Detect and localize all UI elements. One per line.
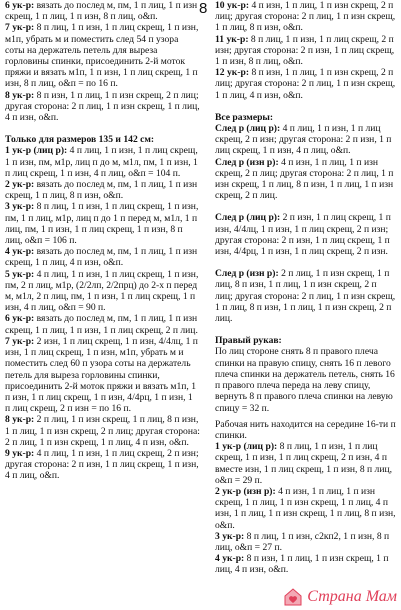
row-label: 4 ук-р: [5, 246, 35, 258]
row-text: 8 п изн, 1 п лиц, 1 п изн скрещ, 2 п лиц; другая сторона: 2 п лиц, 1 п изн скрещ, 1 п лиц, 4 п изн, о&п. [5, 89, 200, 124]
row-text: 4 п изн, 1 п лиц, 1 п изн скрещ, 2 п лиц; другая сторона: 2 п лиц, 1 п изн скрещ, 1 п лиц, 8 п изн, о&п. [215, 0, 396, 34]
row-label: Все размеры: [215, 111, 274, 123]
row-label: След р (изн р): [215, 156, 279, 168]
row-text: 2 п лиц, 1 п изн скрещ, 1 п лиц, 8 п изн, 1 п лиц, 1 п изн скрещ, 2 п лиц; другая сторона: 2 п лиц, 1 п изн скрещ, 1 п лиц, 8 п изн, 1 п лиц, 1 п изн скрещ, 2 п лиц. [215, 268, 396, 325]
row-text: 8 п изн, 1 п лиц, 1 п изн скрещ, 2 п лиц; другая сторона: 2 п лиц, 1 п изн скрещ, 1 п лиц, 4 п изн, о&п. [215, 67, 396, 101]
left-column [5, 0, 200, 482]
row-label: 1 ук-р (лиц р): [215, 441, 278, 453]
instruction-paragraph [5, 0, 200, 22]
row-label: 10 ук-р: [215, 0, 250, 11]
instruction-paragraph [215, 268, 396, 324]
row-label: 9 ук-р: [5, 447, 35, 459]
row-label: 6 ук-р: [5, 0, 35, 11]
row-text: 8 п лиц, 1 п изн, 1 п лиц скрещ, 1 п изн, 1 п лиц скрещ, 2 п изн, 4 п вместе изн, 1 п лиц скрещ, 1 п изн, 8 п лиц, о&п = 29 п. [215, 441, 393, 486]
section-heading [5, 134, 200, 145]
row-text: 8 п лиц, 1 п изн, 1 п лиц скрещ, 2 п изн; другая сторона: 2 п изн, 1 п лиц скрещ, 1 п изн, 8 п лиц, о&п. [215, 33, 395, 68]
paragraph-spacer [5, 123, 200, 134]
row-text: По лиц стороне снять 8 п правого плеча спинки на правую спицу, снять 16 п левого плеча спинки на держатель петель, снять 16 п правого плеча переда на леву спицу, вернуть 8 п правого плеча спинки на левую спицу = 32 п. [215, 346, 395, 414]
instruction-paragraph [5, 414, 200, 448]
row-text: вязать до послед м, пм, 1 п лиц, 1 п изн скрещ, 1 п лиц, 4 п изн, о&п. [5, 246, 198, 269]
instruction-paragraph [5, 201, 200, 246]
row-text: 4 п изн, 1 п лиц, 1 п изн скрещ, 1 п лиц, 1 п изн скрещ, 1 п лиц, 4 п изн, 1 п лиц, 1 п изн скрещ, 1 п лиц, 8 п изн, о&п. [215, 485, 396, 531]
row-label: 11 ук-р: [215, 33, 249, 45]
watermark-text: Страна Мам [307, 588, 397, 605]
instruction-paragraph [215, 441, 396, 486]
instruction-paragraph [5, 145, 200, 179]
row-label: След р (лиц р): [215, 123, 281, 135]
row-label: След р (изн р): [215, 268, 279, 280]
instruction-paragraph [215, 553, 396, 575]
row-text: Рабочая нить находится на середине 16-ти п спинки. [215, 418, 396, 441]
row-text: 8 п лиц, 1 п изн, 1 п лиц скрещ, 1 п изн, пм, 1 п лиц, м1р, лиц п до 1 п перед м, м1л, 1 п лиц, пм, 1 п изн, 1 п лиц скрещ, 1 п изн, 8 п лиц, о&п = 106 п. [5, 201, 199, 247]
row-text: 2 п изн, 1 п лиц скрещ, 1 п изн, 4/4лц, 1 п изн, 1 п лиц скрещ, 2 п изн; другая сторона: 2 п изн, 1 п лиц скрещ, 1 п изн, 4/4рц, 1 п изн, 1 п лиц скрещ, 2 п изн. [215, 212, 391, 258]
instruction-paragraph [215, 486, 396, 531]
instruction-paragraph [5, 246, 200, 268]
row-text: 2 п лиц, 1 п изн скрещ, 1 п лиц, 8 п изн, 1 п лиц, 1 п изн скрещ, 2 п лиц; другая сторона: 2 п лиц, 1 п изн скрещ, 1 п лиц, 4 п изн, о&п. [5, 414, 200, 448]
row-label: 6 ук-р: [5, 313, 35, 325]
instruction-paragraph [215, 34, 396, 68]
row-label: 7 ук-р: [5, 22, 35, 34]
row-text: вязать до послед м, пм, 1 п лиц, 1 п изн скрещ, 1 п лиц, 1 п изн, 1 п лиц скрещ, 2 п лиц. [5, 313, 198, 336]
instruction-paragraph [215, 0, 396, 34]
row-label: 4 ук-р: [215, 553, 245, 565]
instruction-paragraph [215, 157, 396, 202]
instruction-paragraph [5, 22, 200, 89]
site-watermark [282, 586, 397, 608]
instruction-paragraph [215, 531, 396, 553]
row-label: 7 ук-р: [5, 335, 35, 347]
row-label: 2 ук-р: [5, 179, 35, 191]
row-text: 4 п лиц, 1 п изн, 1 п лиц скрещ, 1 п изн, пм, 2 п лиц, м1р, (2/2лп, 2/2прц) до 2-х п перед м, м1л, 2 п лиц, пм, 1 п изн, 1 п лиц скрещ, 1 п изн, 4 п лиц, о&п = 90 п. [5, 268, 199, 314]
row-text: вязать до послед м, пм, 1 п лиц, 1 п изн скрещ, 1 п лиц, 1 п изн, 8 п лиц, о&п. [5, 0, 198, 23]
instruction-paragraph [5, 269, 200, 314]
row-label: 2 ук-р (изн р): [215, 485, 276, 497]
instruction-paragraph [5, 179, 200, 201]
instruction-paragraph [215, 419, 396, 441]
row-label: 8 ук-р: [5, 414, 35, 426]
page-number: 8 [199, 0, 208, 17]
section-heading [215, 112, 396, 123]
paragraph-spacer [215, 101, 396, 112]
row-label: След р (лиц р): [215, 212, 281, 224]
instruction-paragraph [215, 67, 396, 101]
row-text: 4 п лиц, 1 п изн, 1 п лиц скрещ, 1 п изн, пм, м1р, лиц п до м, м1л, пм, 1 п изн, 1 п лиц скрещ, 1 п изн, 4 п лиц, о&п = 104 п. [5, 145, 198, 179]
heart-house-icon [282, 586, 304, 608]
row-label: Только для размеров 135 и 142 см: [5, 134, 155, 146]
row-text: 8 п лиц, 1 п изн, 1 п лиц скрещ, 1 п изн, м1п, убрать м и поместить след 54 п узора соты на держатель петель для выреза горловины спинки, присоединить 2-й моток пряжи и вязать м1п, 1 п изн, 1 п лиц скрещ, 1 п изн, 8 п лиц, о&п = по 16 п. [5, 22, 199, 90]
row-text: 4 п изн, 1 п лиц, 1 п изн скрещ, 2 п лиц; другая сторона: 2 п лиц, 1 п изн скрещ, 1 п лиц, 8 п изн, 1 п лиц, 1 п изн скрещ, 2 п лиц. [215, 156, 394, 202]
row-text: 4 п лиц, 1 п изн, 1 п лиц скрещ, 2 п изн; другая сторона: 2 п изн, 1 п лиц скрещ, 1 п изн, 4 п лиц, о&п. [5, 447, 199, 482]
row-label: 12 ук-р: [215, 67, 250, 79]
row-text: 4 п лиц, 1 п изн, 1 п лиц скрещ, 2 п изн; другая сторона: 2 п изн, 1 п лиц скрещ, 1 п изн, 4 п лиц, о&п. [215, 123, 392, 157]
instruction-paragraph [215, 123, 396, 157]
paragraph-spacer [215, 324, 396, 335]
row-label: Правый рукав: [215, 335, 282, 347]
paragraph-spacer [215, 201, 396, 212]
row-text: 2 изн, 1 п лиц скрещ, 1 п изн, 4/4лц, 1 п изн, 1 п лиц скрещ, 1 п изн, м1п, убрать м и поместить след 60 п узора соты на держатель петель для выреза горловины спинки, присоединить 2-й моток пряжи и вязать м1п, 1 п изн, 1 п лиц скрещ, 1 п изн, 4/4рц, 1 п изн, 1 п лиц скрещ, 2 п изн = по 16 п. [5, 335, 198, 415]
row-text: 8 п лиц, 1 п изн, с2кп2, 1 п изн, 8 п лиц, о&п = 27 п. [215, 530, 390, 553]
instruction-paragraph [5, 313, 200, 335]
row-label: 1 ук-р (лиц р): [5, 145, 68, 157]
right-column [215, 0, 396, 576]
paragraph-spacer [215, 257, 396, 268]
row-label: 8 ук-р: [5, 89, 35, 101]
row-label: 3 ук-р: [5, 201, 35, 213]
instruction-paragraph [215, 212, 396, 257]
instruction-paragraph [215, 346, 396, 413]
instruction-paragraph [5, 448, 200, 482]
row-label: 5 ук-р: [5, 268, 35, 280]
instruction-paragraph [5, 336, 200, 414]
row-text: вязать до послед м, пм, 1 п лиц, 1 п изн скрещ, 1 п лиц, 8 п изн, о&п. [5, 179, 198, 202]
row-label: 3 ук-р: [215, 530, 245, 542]
instruction-paragraph [5, 90, 200, 124]
row-text: 8 п изн, 1 п лиц, 1 п изн скрещ, 1 п лиц, 4 п изн, о&п. [215, 553, 389, 576]
section-heading [215, 335, 396, 346]
